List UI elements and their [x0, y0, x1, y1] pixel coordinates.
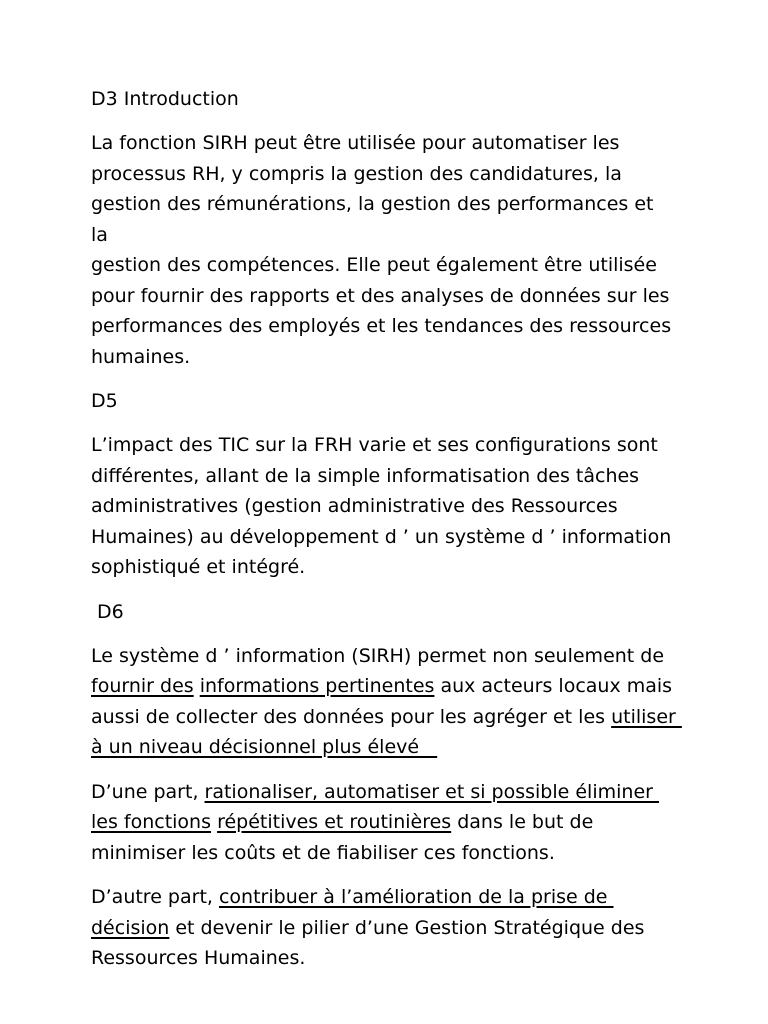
paragraph-line: L’impact des TIC sur la FRH varie et ses configurations sont [91, 434, 658, 456]
paragraph-d5 [91, 430, 676, 583]
paragraph-line: performances des employés et les tendances des ressources [91, 315, 672, 337]
paragraph-d6 [91, 641, 682, 763]
underlined-text: contribuer à l’amélioration de la prise de [218, 886, 614, 908]
text-span: D’autre part, [91, 886, 219, 908]
paragraph-line: minimiser les coûts et de fiabiliser ces fonctions. [91, 841, 555, 864]
underlined-text: fournir des [91, 675, 194, 697]
paragraph-first-part [91, 777, 676, 869]
paragraph-line: administratives (gestion administrative des Ressources [91, 495, 618, 517]
underlined-text: utiliser [611, 705, 682, 728]
paragraph-line [91, 732, 676, 763]
paragraph-second-part [91, 882, 676, 974]
underlined-text: décision [91, 916, 170, 939]
paragraph-line: gestion des rémunérations, la gestion des performances et la [91, 193, 654, 246]
text-span: dans le but de [451, 811, 594, 833]
underlined-text: les fonctions [91, 811, 212, 833]
paragraph-line: processus RH, y compris la gestion des candidatures, la [91, 162, 622, 185]
paragraph-line: Ressources Humaines. [91, 947, 306, 969]
paragraph-line [91, 882, 676, 913]
heading-d3: D3 Introduction [91, 88, 239, 110]
text-span: et devenir le pilier d’une Gestion Stratégique des [169, 916, 645, 939]
paragraph-line: Le système d ’ information (SIRH) permet non seulement de [91, 644, 665, 667]
underlined-text: à un niveau décisionnel plus élevé [91, 736, 438, 758]
heading-d6: D6 [97, 600, 124, 623]
paragraph-line: pour fournir des rapports et des analyses de données sur les [91, 284, 670, 307]
underlined-text: répétitives et routinières [217, 811, 452, 833]
paragraph-line: sophistiqué et intégré. [91, 556, 306, 578]
underlined-text: rationaliser, automatiser et si possible éliminer [204, 780, 659, 803]
paragraph-line: différentes, allant de la simple informatisation des tâches [91, 464, 640, 487]
paragraph-line [91, 671, 676, 702]
paragraph-line [91, 913, 676, 944]
paragraph-line: gestion des compétences. Elle peut également être utilisée [91, 254, 657, 276]
paragraph-line: La fonction SIRH peut être utilisée pour automatiser les [91, 132, 620, 154]
heading-d5: D5 [91, 390, 118, 412]
paragraph-line: Humaines) au développement d ’ un système d ’ information [91, 525, 672, 548]
paragraph-line [91, 777, 676, 808]
paragraph-line [91, 807, 676, 838]
paragraph-d3 [91, 128, 676, 372]
paragraph-line [91, 702, 682, 733]
text-span: D’une part, [91, 780, 205, 803]
underlined-text: informations pertinentes [199, 675, 435, 697]
text-span: aux acteurs locaux mais [434, 675, 673, 697]
text-span: aussi de collecter des données pour les agréger et les [91, 705, 612, 728]
paragraph-line: humaines. [91, 345, 191, 368]
